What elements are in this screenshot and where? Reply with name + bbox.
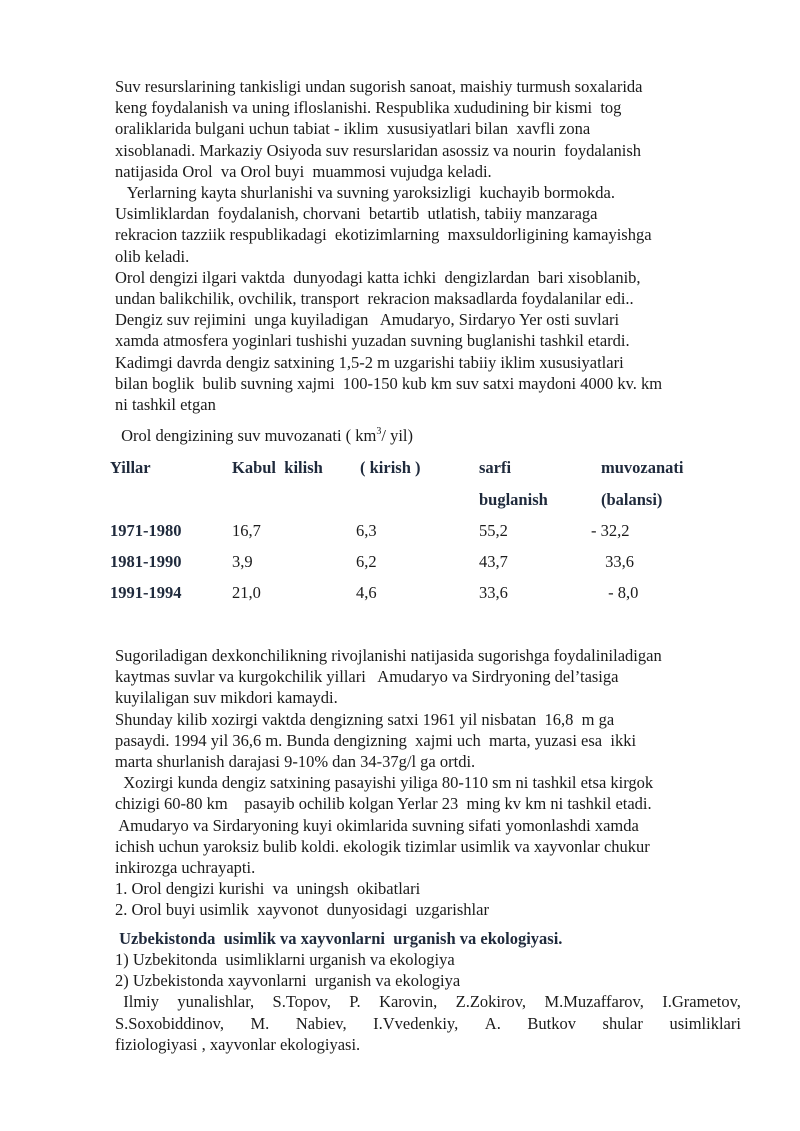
table-row-years: 1971-1980: [110, 521, 182, 540]
table-header-inflow: Kabul kilish: [232, 458, 323, 477]
paragraph-line: Amudaryo va Sirdaryoning kuyi okimlarida suvning sifati yomonlashdi xamda: [115, 815, 639, 835]
final-paragraph-line: [115, 991, 741, 1012]
table-caption: Orol dengizining suv muvozanati ( $km^3/$ yil): [117, 426, 413, 445]
table-row-years: 1991-1994: [110, 583, 182, 602]
table-cell: 6,3: [356, 521, 377, 540]
paragraph-line: Xozirgi kunda dengiz satxining pasayishi yiliga 80-110 sm ni tashkil etsa kirgok: [115, 773, 654, 793]
table-header-evaporation: buglanish: [479, 490, 548, 509]
word: S.Soxobiddinov,: [115, 1014, 224, 1033]
table-row-years: 1981-1990: [110, 552, 182, 571]
table-cell: 16,7: [232, 521, 261, 540]
paragraph-line: Suv resurslarining tankisligi undan sugorish sanoat, maishiy turmush soxalarida: [115, 77, 643, 96]
paragraph-line: natijasida Orol va Orol buyi muammosi vujudga keladi.: [115, 161, 492, 181]
word: Ilmiy: [115, 992, 159, 1011]
paragraph-line: Kadimgi davrda dengiz satxining 1,5-2 m uzgarishi tabiiy iklim xususiyatlari: [115, 352, 624, 372]
paragraph-line: Dengiz suv rejimini unga kuyiladigan Amudaryo, Sirdaryo Yer osti suvlari: [115, 310, 620, 330]
table-header-balance: muvozanati: [601, 458, 684, 477]
paragraph-line: bilan boglik bulib suvning xajmi 100-150 kub km suv satxi maydoni 4000 kv. km: [115, 373, 663, 393]
word: Karovin,: [379, 992, 438, 1011]
final-paragraph-line: fiziologiyasi , xayvonlar ekologiyasi.: [115, 1035, 361, 1054]
table-header-entry: ( kirish ): [360, 458, 421, 477]
final-paragraph-line: [115, 1013, 741, 1034]
paragraph-line: Orol dengizi ilgari vaktda dunyodagi katta ichki dengizlardan bari xisoblanib,: [115, 267, 641, 287]
paragraph-line: olib keladi.: [115, 246, 190, 266]
paragraph-line: 2. Orol buyi usimlik xayvonot dunyosidagi uzgarishlar: [115, 900, 489, 920]
paragraph-line: undan balikchilik, ovchilik, transport rekracion maksadlarda foydalanilar edi..: [115, 289, 634, 308]
word: Nabiev,: [295, 1014, 347, 1033]
word: shular: [602, 1014, 643, 1033]
word: yunalishlar,: [177, 992, 255, 1011]
paragraph-line: pasaydi. 1994 yil 36,6 m. Bunda dengizning xajmi uch marta, yuzasi esa ikki: [115, 730, 637, 750]
word: P.: [349, 992, 361, 1011]
paragraph-line: oraliklarida bulgani uchun tabiat - iklim xususiyatlari bilan xavfli zona: [115, 119, 591, 139]
table-cell: 4,6: [356, 583, 377, 602]
table-header-expense: sarfi: [479, 458, 512, 477]
paragraph-line: xisoblanadi. Markaziy Osiyoda suv resurslaridan asossiz va nourin foydalanish: [115, 140, 642, 160]
list-item: 2) Uzbekistonda xayvonlarni urganish va ekologiya: [115, 971, 461, 990]
table-cell: 33,6: [601, 552, 634, 571]
paragraph-line: kaytmas suvlar va kurgokchilik yillari Amudaryo va Sirdryoning del’tasiga: [115, 667, 619, 687]
list-item: 1) Uzbekitonda usimliklarni urganish va ekologiya: [115, 950, 455, 969]
paragraph-line: keng foydalanish va uning ifloslanishi. Respublika xududining bir kismi tog: [115, 98, 622, 118]
word: Z.Zokirov,: [455, 992, 527, 1011]
word: Butkov: [527, 1014, 576, 1033]
word: I.Vvedenkiy,: [373, 1014, 459, 1033]
table-cell: 21,0: [232, 583, 261, 602]
paragraph-line: Yerlarning kayta shurlanishi va suvning yaroksizligi kuchayib bormokda.: [115, 183, 615, 202]
paragraph-line: rekracion tazziik respublikadagi ekotizimlarning maxsuldorligining kamayishga: [115, 225, 652, 245]
table-cell: 6,2: [356, 552, 377, 571]
paragraph-line: Usimliklardan foydalanish, chorvani betartib utlatish, tabiiy manzaraga: [115, 204, 598, 224]
paragraph-line: 1. Orol dengizi kurishi va uningsh okibatlari: [115, 879, 421, 899]
table-cell: - 8,0: [604, 583, 639, 602]
paragraph-line: inkirozga uchrayapti.: [115, 858, 256, 877]
paragraph-line: ni tashkil etgan: [115, 395, 216, 414]
section-heading: Uzbekistonda usimlik va xayvonlarni urganish va ekologiyasi.: [115, 929, 563, 948]
word: I.Grametov,: [662, 992, 741, 1011]
paragraph-line: marta shurlanish darajasi 9-10% dan 34-37g/l ga ortdi.: [115, 752, 476, 771]
paragraph-line: Shunday kilib xozirgi vaktda dengizning satxi 1961 yil nisbatan 16,8 m ga: [115, 709, 615, 729]
word: usimliklari: [669, 1014, 741, 1033]
table-cell: 55,2: [479, 521, 508, 540]
table-header-years: Yillar: [110, 458, 151, 477]
word: S.Topov,: [272, 992, 331, 1011]
word: M.: [250, 1014, 270, 1033]
paragraph-line: Sugoriladigan dexkonchilikning rivojlanishi natijasida sugorishga foydaliniladigan: [115, 646, 662, 665]
paragraph-line: ichish uchun yaroksiz bulib koldi. ekologik tizimlar usimlik va xayvonlar chukur: [115, 836, 650, 856]
word: M.Muzaffarov,: [544, 992, 644, 1011]
paragraph-line: chizigi 60-80 km pasayib ochilib kolgan Yerlar 23 ming kv km ni tashkil etadi.: [115, 794, 652, 814]
table-cell: 3,9: [232, 552, 253, 571]
table-cell: 43,7: [479, 552, 508, 571]
word: A.: [484, 1014, 501, 1033]
table-cell: 33,6: [479, 583, 508, 602]
paragraph-line: xamda atmosfera yoginlari tushishi yuzadan suvning buglanishi tashkil etardi.: [115, 331, 630, 351]
table-header-balance-sub: (balansi): [601, 490, 663, 509]
table-cell: - 32,2: [591, 521, 630, 540]
paragraph-line: kuyilaligan suv mikdori kamaydi.: [115, 688, 338, 708]
